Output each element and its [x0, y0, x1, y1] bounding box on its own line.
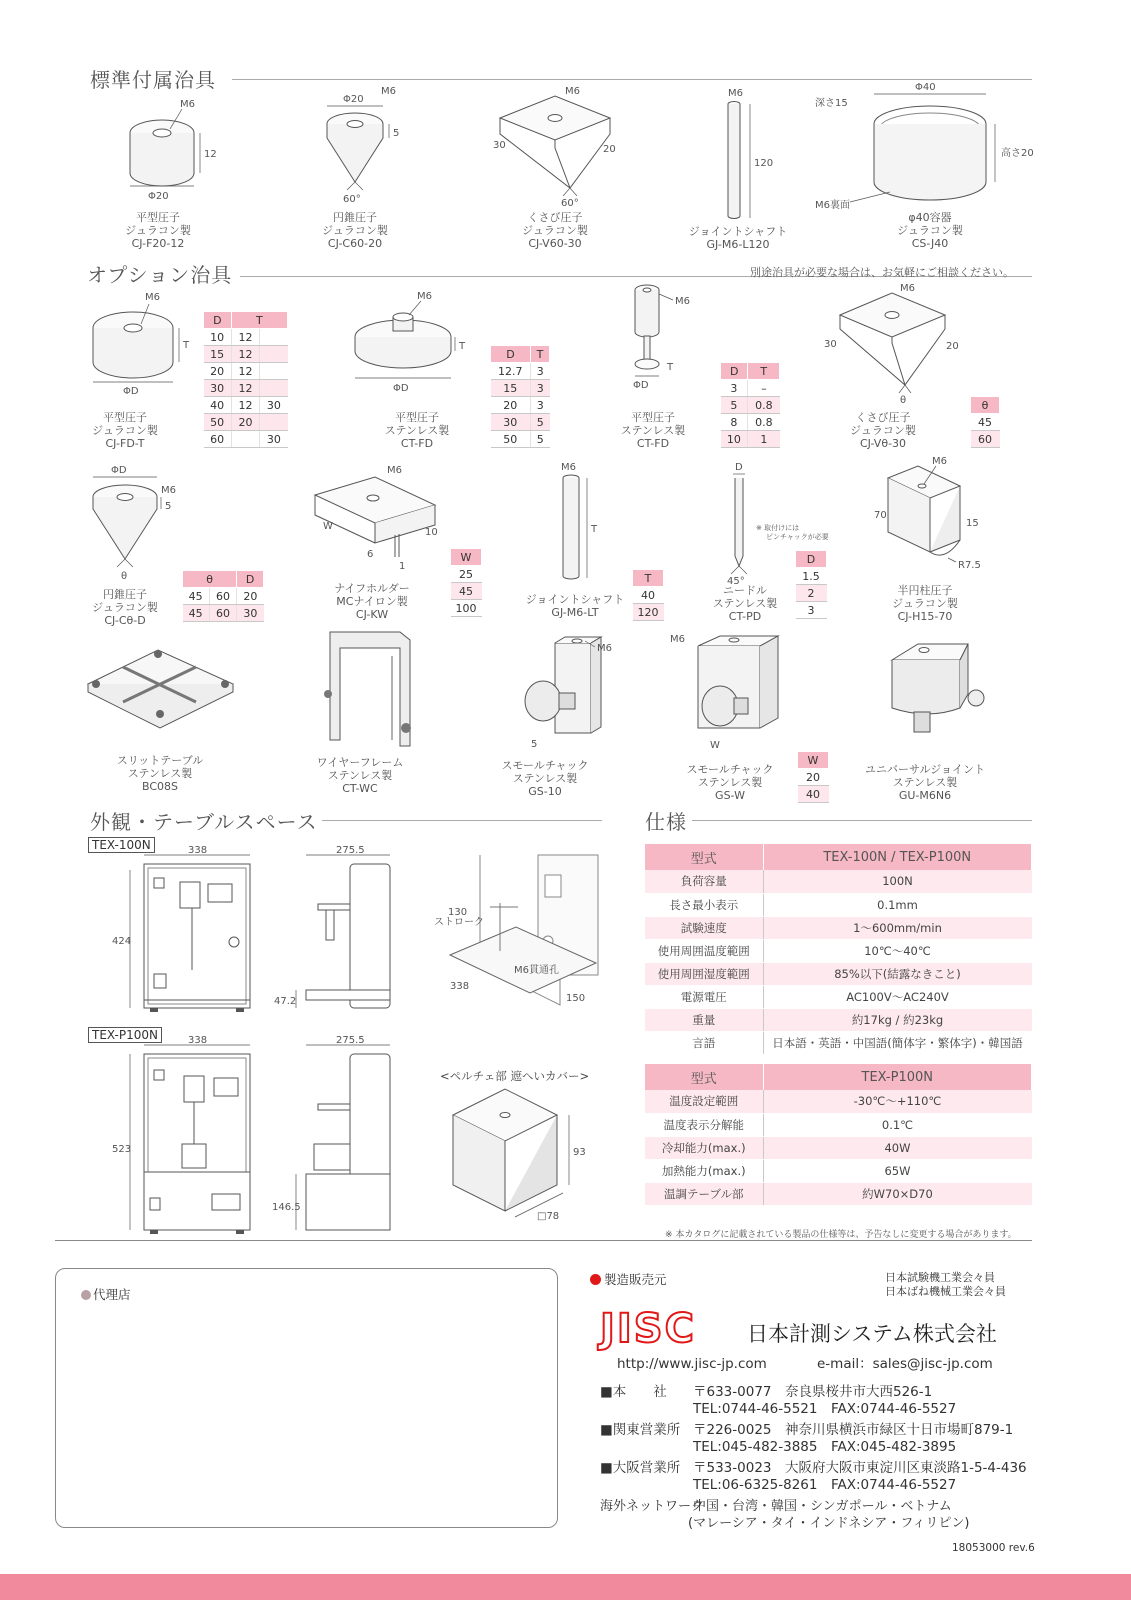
office-kanto: ■関東営業所 〒226-0025 神奈川県横浜市緑区十日市場町879-1 TEL:045-482-3885 FAX:045-482-3895 [600, 1422, 1014, 1455]
dim-label: W [710, 740, 720, 751]
dim-label: 30 [493, 140, 506, 151]
association-list: 日本試験機工業会々員 日本ばね機械工業会々員 [885, 1271, 1006, 1298]
dim-label: M6 [180, 99, 195, 110]
dim-label: 93 [573, 1147, 586, 1158]
dim-label: 10 [425, 527, 438, 538]
joint-shaft-drawing [555, 462, 625, 592]
website-link[interactable]: http://www.jisc-jp.com [617, 1356, 767, 1372]
wedge-indenter-drawing [824, 283, 970, 406]
joint-shaft-drawing [710, 86, 790, 226]
dim-label: 1 [399, 561, 406, 572]
dim-label: 15 [966, 518, 979, 529]
dimension-table: D T 3 – 5 0.8 8 0.8 10 1 [720, 362, 780, 448]
dim-label: 150 [566, 993, 586, 1004]
dim-label: 338 [188, 1035, 208, 1046]
option-note: 別途治具が必要な場合は、お気軽にご相談ください。 [750, 266, 1014, 279]
dim-label: W [323, 521, 333, 532]
fixture-caption: 円錐圧子 ジュラコン製 CJ-C60-20 [322, 211, 388, 250]
dim-label: M6 [728, 88, 743, 99]
dim-label: 70 [874, 510, 887, 521]
dim-label: ΦD [633, 380, 649, 391]
dim-label: 275.5 [336, 845, 365, 856]
dim-label: θ [121, 571, 128, 582]
dim-label: 20 [603, 144, 616, 155]
fixture-caption: 平型圧子 ステンレス製 CT-FD [620, 411, 686, 450]
dim-label: M6 [565, 86, 580, 97]
section-title-spec: 仕様 [645, 810, 687, 834]
dim-label: 120 [754, 158, 774, 169]
fixture-caption: くさび圧子 ジュラコン製 CJ-Vθ-30 [850, 411, 916, 450]
dim-label: R7.5 [958, 560, 981, 571]
agent-label: 代理店 [81, 1285, 131, 1303]
section-rule [232, 79, 1032, 80]
dim-label: 338 [450, 981, 470, 992]
dim-label: 338 [188, 845, 208, 856]
needle-drawing [725, 460, 775, 587]
overseas-network: 海外ネットワーク 中国・台湾・韓国・シンガポール・ベトナム (マレーシア・タイ・インドネシア・フィリピン) [600, 1499, 970, 1531]
dim-label: θ [900, 395, 907, 406]
dim-label: 47.2 [274, 996, 297, 1007]
dim-label: 275.5 [336, 1035, 365, 1046]
dim-label: 45° [727, 576, 745, 587]
small-chuck-wide-drawing [670, 632, 800, 752]
knife-holder-drawing [295, 465, 445, 585]
flat-indenter-drawing [85, 290, 195, 400]
spec-table-peltier: 型式 TEX-P100N 温度設定範囲 -30℃〜+110℃ 温度表示分解能 0.1℃ 冷却能力(max.) 40W 加熱能力(max.) 65W 温調テーブル部 約W70×D70 [645, 1064, 1032, 1206]
model-label-tex100n: TEX-100N [88, 837, 155, 853]
dim-label: 5 [531, 739, 538, 750]
dim-label: Φ20 [148, 191, 169, 202]
dim-label: T [591, 524, 598, 535]
dimension-table: W 20 40 [797, 751, 829, 803]
dim-label: M6 [561, 462, 576, 473]
flat-indenter-drawing [355, 291, 475, 395]
half-cylinder-indenter-drawing [870, 456, 1000, 587]
model-label-tex-p100n: TEX-P100N [88, 1027, 162, 1043]
slit-table-drawing [88, 640, 238, 740]
agent-box [55, 1268, 558, 1528]
fixture-caption: スモールチャック ステンレス製 GS-10 [501, 759, 589, 798]
cone-indenter-drawing [85, 465, 195, 580]
fixture-caption: くさび圧子 ジュラコン製 CJ-V60-30 [522, 211, 588, 250]
tex-p100n-front-view [100, 1035, 270, 1235]
section-rule [322, 820, 602, 821]
dim-label: 5 [393, 128, 400, 139]
office-osaka: ■大阪営業所 〒533-0023 大阪府大阪市東淀川区東淡路1-5-4-436 TEL:06-6325-8261 FAX:0744-46-5527 [600, 1460, 1027, 1493]
fixture-caption: ジョイントシャフト GJ-M6-LT [525, 593, 625, 619]
section-rule [692, 820, 1032, 821]
dim-label: M6貫通孔 [514, 965, 559, 976]
dimension-table: D 1.5 2 3 [795, 550, 827, 619]
universal-joint-drawing [888, 638, 998, 748]
dimension-table: θ D 45 60 20 45 60 30 [182, 570, 264, 622]
spec-table-main: 型式 TEX-100N / TEX-P100N 負荷容量 100N 長さ最小表示 0.1mm 試験速度 1〜600mm/min 使用周囲温度範囲 10℃〜40℃ 使用周囲湿度範囲 85%以下(結露なきこと) 電源電圧 AC100V〜AC240V 重量 約17kg / 約23kg 言語 日本語・英語・中国語(簡体字・繁体字)・韓国語 [645, 844, 1032, 1055]
dim-label: M6 [145, 292, 160, 303]
dimension-table: θ 45 60 [970, 396, 1000, 448]
dim-label: 6 [367, 549, 374, 560]
dimension-table: D T 10 12 15 12 20 12 30 12 40 12 30 50 20 60 30 [203, 311, 288, 448]
dim-label: 146.5 [272, 1202, 301, 1213]
dimension-table: D T 12.7 3 15 3 20 3 30 5 50 5 [490, 345, 550, 448]
dim-label: M6 [161, 485, 176, 496]
dim-label: M6 [381, 86, 396, 97]
dim-label: D [735, 462, 743, 473]
fixture-caption: ニードル ステンレス製 CT-PD [712, 584, 778, 623]
dim-label: 60° [561, 198, 579, 209]
office-hq: ■本 社 〒633-0077 奈良県桜井市大西526-1 TEL:0744-46-5521 FAX:0744-46-5527 [600, 1384, 957, 1417]
dimension-table: W 25 45 100 [450, 548, 482, 617]
dim-label: 60° [343, 194, 361, 205]
cover-title: <ペルチェ部 遮へいカバー> [440, 1069, 590, 1083]
spec-note: ※ 本カタログに記載されている製品の仕様等は、予告なしに変更する場合があります。 [665, 1230, 1017, 1240]
footer-divider [55, 1240, 1032, 1241]
dim-label: T [667, 362, 674, 373]
dim-label: □78 [537, 1211, 560, 1222]
maker-label: 製造販売元 [590, 1270, 667, 1288]
dim-label: M6 [597, 643, 612, 654]
fixture-caption: ジョイントシャフト GJ-M6-L120 [688, 225, 788, 251]
wire-frame-drawing [320, 628, 420, 753]
needle-note: ※ 取付けには ピンチャックが必要 [756, 524, 829, 541]
fixture-caption: 平型圧子 ジュラコン製 CJ-FD-T [92, 411, 158, 450]
dim-label: M6 [900, 283, 915, 294]
section-title-exterior: 外観・テーブルスペース [90, 810, 318, 834]
fixture-caption: ユニバーサルジョイント ステンレス製 GU-M6N6 [865, 763, 985, 802]
wedge-indenter-drawing [485, 88, 625, 208]
dim-label: T [459, 341, 466, 352]
container-drawing [815, 82, 1035, 222]
dim-label: Φ40 [915, 82, 936, 93]
dim-label: Φ20 [343, 94, 364, 105]
dim-label: 30 [824, 339, 837, 350]
dim-label: ΦD [111, 465, 127, 476]
dim-label: 20 [946, 341, 959, 352]
dim-label: M6 [417, 291, 432, 302]
dim-label: M6 [387, 465, 402, 476]
dimension-table: T 40 120 [632, 569, 664, 621]
fixture-caption: 平型圧子 ジュラコン製 CJ-F20-12 [125, 211, 191, 250]
jisc-logo: JISC [600, 1306, 696, 1352]
cone-indenter-drawing [315, 86, 425, 205]
small-chuck-drawing [525, 635, 635, 750]
fixture-caption: φ40容器 ジュラコン製 CS-J40 [897, 211, 963, 250]
small-flat-indenter-drawing [625, 280, 705, 410]
dim-label: M6 [932, 456, 947, 467]
fixture-caption: スモールチャック ステンレス製 GS-W [686, 763, 774, 802]
bullet-icon [81, 1290, 91, 1300]
dim-label: ストローク [434, 917, 484, 928]
dim-label: 12 [204, 149, 217, 160]
dim-label: 130 [448, 907, 468, 918]
tex100n-side-view [274, 845, 408, 1020]
dim-label: ΦD [123, 386, 139, 397]
company-name: 日本計測システム株式会社 [747, 1322, 997, 1346]
dim-label: 高さ20 [1001, 148, 1034, 159]
dim-label: 5 [165, 501, 172, 512]
fixture-caption: ワイヤーフレーム ステンレス製 CT-WC [316, 756, 404, 795]
dim-label: 523 [112, 1144, 132, 1155]
tex100n-front-view [100, 845, 270, 1020]
bottom-accent-bar [0, 1574, 1131, 1600]
fixture-caption: 円錐圧子 ジュラコン製 CJ-Cθ-D [92, 588, 158, 627]
dim-label: M6裏面 [815, 200, 850, 211]
tex-p100n-side-view [272, 1035, 408, 1235]
dim-label: M6 [675, 296, 690, 307]
section-title-standard: 標準付属治具 [90, 68, 216, 92]
flat-indenter-drawing [120, 95, 230, 205]
email-link[interactable]: e-mail：sales@jisc-jp.com [817, 1356, 993, 1372]
dim-label: ΦD [393, 383, 409, 394]
section-title-option: オプション治具 [87, 263, 233, 287]
bullet-icon [590, 1274, 601, 1285]
dim-label: 424 [112, 936, 132, 947]
peltier-cover-drawing [445, 1085, 595, 1225]
dim-label: M6 [670, 634, 685, 645]
dim-label: 深さ15 [815, 98, 848, 109]
dim-label: T [183, 340, 190, 351]
fixture-caption: スリットテーブル ステンレス製 BC08S [116, 754, 204, 793]
fixture-caption: 半円柱圧子 ジュラコン製 CJ-H15-70 [892, 584, 958, 623]
tex100n-perspective-view [420, 855, 605, 1030]
fixture-caption: 平型圧子 ステンレス製 CT-FD [384, 411, 450, 450]
fixture-caption: ナイフホルダー MCナイロン製 CJ-KW [334, 582, 410, 621]
document-number: 18053000 rev.6 [952, 1542, 1035, 1554]
